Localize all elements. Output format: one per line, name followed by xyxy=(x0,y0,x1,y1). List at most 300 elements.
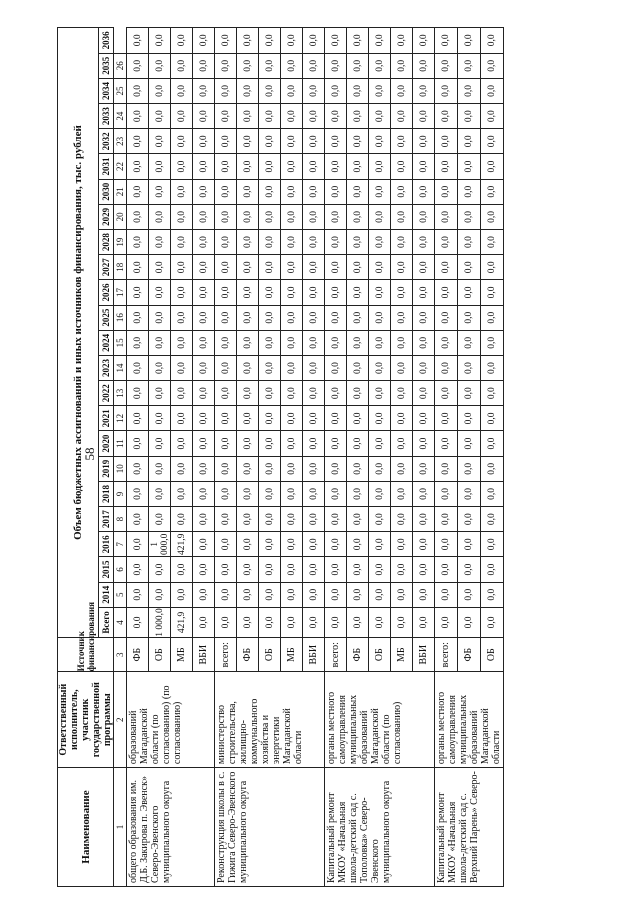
value-cell: 0,0 xyxy=(171,582,193,607)
value-cell: 0,0 xyxy=(215,557,237,582)
value-cell: 0,0 xyxy=(413,381,435,406)
value-cell: 0,0 xyxy=(127,230,149,255)
source-cell: ОБ xyxy=(149,638,171,672)
value-cell: 0,0 xyxy=(435,28,458,54)
value-cell: 0,0 xyxy=(149,355,171,380)
year-header: 2020 xyxy=(99,431,114,456)
value-cell: 0,0 xyxy=(237,406,259,431)
value-cell: 0,0 xyxy=(259,330,281,355)
value-cell: 0,0 xyxy=(481,330,504,355)
value-cell: 0,0 xyxy=(281,104,303,129)
column-number: 19 xyxy=(114,230,127,255)
value-cell: 0,0 xyxy=(127,28,149,54)
year-header: 2030 xyxy=(99,179,114,204)
value-cell: 0,0 xyxy=(215,28,237,54)
value-cell: 0,0 xyxy=(149,381,171,406)
value-cell: 0,0 xyxy=(303,381,325,406)
value-cell: 0,0 xyxy=(325,381,347,406)
year-header: 2027 xyxy=(99,255,114,280)
value-cell: 0,0 xyxy=(413,406,435,431)
value-cell: 0,0 xyxy=(303,104,325,129)
value-cell: 0,0 xyxy=(435,204,458,229)
value-cell: 0,0 xyxy=(369,381,391,406)
value-cell: 0,0 xyxy=(171,456,193,481)
value-cell: 0,0 xyxy=(369,532,391,557)
column-number: 26 xyxy=(114,53,127,78)
page-number: 58 xyxy=(82,447,97,461)
value-cell: 0,0 xyxy=(347,154,369,179)
value-cell: 0,0 xyxy=(481,532,504,557)
value-cell: 0,0 xyxy=(325,255,347,280)
column-number: 17 xyxy=(114,280,127,305)
source-cell: ФБ xyxy=(347,638,369,672)
value-cell: 0,0 xyxy=(391,406,413,431)
value-cell: 0,0 xyxy=(481,280,504,305)
rotated-table-wrapper xyxy=(57,27,577,887)
value-cell: 0,0 xyxy=(325,179,347,204)
value-cell: 0,0 xyxy=(171,431,193,456)
value-cell: 0,0 xyxy=(325,53,347,78)
value-cell: 0,0 xyxy=(127,179,149,204)
value-cell: 0,0 xyxy=(237,255,259,280)
value-cell: 0,0 xyxy=(149,104,171,129)
value-cell: 0,0 xyxy=(391,255,413,280)
table-row xyxy=(215,28,237,887)
value-cell: 0,0 xyxy=(391,355,413,380)
column-number: 22 xyxy=(114,154,127,179)
value-cell: 0,0 xyxy=(149,481,171,506)
value-cell: 0,0 xyxy=(237,507,259,532)
value-cell: 0,0 xyxy=(303,204,325,229)
value-cell: 0,0 xyxy=(347,456,369,481)
value-cell: 0,0 xyxy=(391,381,413,406)
value-cell: 0,0 xyxy=(458,532,481,557)
value-cell: 0,0 xyxy=(193,230,215,255)
value-cell: 0,0 xyxy=(435,532,458,557)
value-cell: 0,0 xyxy=(481,557,504,582)
value-cell: 0,0 xyxy=(391,280,413,305)
column-number: 1 xyxy=(114,768,127,887)
value-cell: 0,0 xyxy=(347,78,369,103)
column-number: 4 xyxy=(114,607,127,637)
value-cell: 0,0 xyxy=(171,481,193,506)
value-cell: 0,0 xyxy=(347,255,369,280)
value-cell: 0,0 xyxy=(193,305,215,330)
value-cell: 0,0 xyxy=(237,28,259,54)
value-cell: 0,0 xyxy=(369,28,391,54)
value-cell: 0,0 xyxy=(325,456,347,481)
year-header: 2024 xyxy=(99,330,114,355)
value-cell: 0,0 xyxy=(481,507,504,532)
value-cell: 0,0 xyxy=(171,78,193,103)
total-cell: 0,0 xyxy=(281,607,303,637)
row-executor: образований Магаданской области (по согласованию) (по согласованию) xyxy=(127,672,215,768)
value-cell: 0,0 xyxy=(413,557,435,582)
value-cell: 0,0 xyxy=(369,557,391,582)
value-cell: 0,0 xyxy=(435,104,458,129)
value-cell: 0,0 xyxy=(215,104,237,129)
value-cell: 0,0 xyxy=(435,481,458,506)
value-cell: 0,0 xyxy=(281,381,303,406)
value-cell: 0,0 xyxy=(435,53,458,78)
value-cell: 0,0 xyxy=(171,154,193,179)
value-cell: 0,0 xyxy=(481,381,504,406)
value-cell: 0,0 xyxy=(458,179,481,204)
value-cell: 0,0 xyxy=(149,53,171,78)
value-cell: 0,0 xyxy=(171,330,193,355)
value-cell: 0,0 xyxy=(347,230,369,255)
value-cell: 0,0 xyxy=(281,431,303,456)
value-cell: 0,0 xyxy=(259,28,281,54)
value-cell: 0,0 xyxy=(369,456,391,481)
value-cell: 0,0 xyxy=(458,280,481,305)
value-cell: 0,0 xyxy=(391,507,413,532)
value-cell: 0,0 xyxy=(237,154,259,179)
value-cell: 0,0 xyxy=(259,456,281,481)
value-cell: 0,0 xyxy=(481,154,504,179)
value-cell: 0,0 xyxy=(171,28,193,54)
value-cell: 0,0 xyxy=(391,179,413,204)
value-cell: 0,0 xyxy=(391,481,413,506)
year-header: 2023 xyxy=(99,355,114,380)
value-cell: 0,0 xyxy=(458,154,481,179)
value-cell: 0,0 xyxy=(458,381,481,406)
value-cell: 0,0 xyxy=(127,255,149,280)
value-cell: 0,0 xyxy=(413,431,435,456)
value-cell: 0,0 xyxy=(193,104,215,129)
value-cell: 0,0 xyxy=(481,255,504,280)
value-cell: 0,0 xyxy=(413,255,435,280)
value-cell: 0,0 xyxy=(369,330,391,355)
value-cell: 0,0 xyxy=(303,53,325,78)
value-cell: 0,0 xyxy=(193,78,215,103)
column-number: 18 xyxy=(114,255,127,280)
value-cell: 0,0 xyxy=(281,204,303,229)
value-cell: 0,0 xyxy=(259,78,281,103)
value-cell: 0,0 xyxy=(281,456,303,481)
column-number-row xyxy=(114,28,127,887)
value-cell: 0,0 xyxy=(369,406,391,431)
source-cell: ФБ xyxy=(458,638,481,672)
value-cell: 0,0 xyxy=(127,305,149,330)
value-cell: 0,0 xyxy=(281,255,303,280)
value-cell: 0,0 xyxy=(347,582,369,607)
source-cell: ОБ xyxy=(259,638,281,672)
value-cell: 0,0 xyxy=(435,431,458,456)
value-cell: 0,0 xyxy=(281,179,303,204)
header-executor: Ответственный исполнитель, участник государственной программы xyxy=(58,672,114,768)
total-cell: 0,0 xyxy=(481,607,504,637)
row-name: общего образования им. Д.Б. Закирова п. Эвенск» Северо-Эвенского муниципального округа xyxy=(127,768,215,887)
value-cell: 0,0 xyxy=(435,280,458,305)
value-cell: 0,0 xyxy=(171,230,193,255)
value-cell: 0,0 xyxy=(369,78,391,103)
value-cell: 0,0 xyxy=(458,456,481,481)
year-header: 2021 xyxy=(99,406,114,431)
value-cell: 0,0 xyxy=(127,557,149,582)
value-cell: 0,0 xyxy=(458,582,481,607)
year-header: 2035 xyxy=(99,53,114,78)
value-cell: 0,0 xyxy=(149,154,171,179)
value-cell: 0,0 xyxy=(435,129,458,154)
value-cell: 0,0 xyxy=(413,355,435,380)
value-cell: 0,0 xyxy=(303,355,325,380)
total-cell: 0,0 xyxy=(303,607,325,637)
value-cell: 0,0 xyxy=(347,104,369,129)
value-cell: 0,0 xyxy=(413,532,435,557)
value-cell: 0,0 xyxy=(347,204,369,229)
value-cell: 0,0 xyxy=(281,129,303,154)
value-cell: 0,0 xyxy=(458,355,481,380)
value-cell: 0,0 xyxy=(237,179,259,204)
value-cell: 0,0 xyxy=(391,330,413,355)
value-cell: 0,0 xyxy=(259,582,281,607)
value-cell: 0,0 xyxy=(481,53,504,78)
value-cell: 0,0 xyxy=(193,53,215,78)
value-cell: 0,0 xyxy=(149,456,171,481)
value-cell: 0,0 xyxy=(458,53,481,78)
total-cell: 0,0 xyxy=(458,607,481,637)
value-cell: 0,0 xyxy=(193,204,215,229)
value-cell: 0,0 xyxy=(369,129,391,154)
value-cell: 0,0 xyxy=(193,330,215,355)
value-cell: 0,0 xyxy=(171,355,193,380)
value-cell: 0,0 xyxy=(193,28,215,54)
value-cell: 0,0 xyxy=(347,330,369,355)
value-cell: 0,0 xyxy=(391,431,413,456)
value-cell: 0,0 xyxy=(171,255,193,280)
value-cell: 0,0 xyxy=(259,557,281,582)
value-cell: 0,0 xyxy=(127,481,149,506)
value-cell: 0,0 xyxy=(237,280,259,305)
value-cell: 0,0 xyxy=(193,431,215,456)
header-volume: Объем бюджетных ассигнований и иных источников финансирования, тыс. рублей xyxy=(58,28,99,638)
value-cell: 0,0 xyxy=(458,305,481,330)
source-cell: ВБИ xyxy=(193,638,215,672)
value-cell: 0,0 xyxy=(215,381,237,406)
value-cell: 0,0 xyxy=(215,78,237,103)
value-cell: 0,0 xyxy=(215,481,237,506)
value-cell: 0,0 xyxy=(303,230,325,255)
value-cell: 0,0 xyxy=(127,204,149,229)
value-cell: 0,0 xyxy=(171,305,193,330)
value-cell: 0,0 xyxy=(369,431,391,456)
value-cell: 0,0 xyxy=(259,532,281,557)
value-cell: 0,0 xyxy=(193,582,215,607)
value-cell: 0,0 xyxy=(303,28,325,54)
value-cell: 0,0 xyxy=(369,154,391,179)
value-cell: 0,0 xyxy=(303,255,325,280)
year-header: 2029 xyxy=(99,204,114,229)
source-cell: ФБ xyxy=(237,638,259,672)
value-cell: 0,0 xyxy=(369,582,391,607)
value-cell: 0,0 xyxy=(435,456,458,481)
value-cell: 0,0 xyxy=(127,78,149,103)
value-cell: 0,0 xyxy=(149,557,171,582)
source-cell: всего: xyxy=(215,638,237,672)
value-cell: 0,0 xyxy=(391,28,413,54)
column-number: 23 xyxy=(114,129,127,154)
value-cell: 0,0 xyxy=(369,53,391,78)
value-cell: 0,0 xyxy=(259,481,281,506)
value-cell: 0,0 xyxy=(413,507,435,532)
year-header: 2031 xyxy=(99,154,114,179)
table-row xyxy=(127,28,149,887)
column-number: 14 xyxy=(114,355,127,380)
value-cell: 0,0 xyxy=(391,532,413,557)
value-cell: 0,0 xyxy=(281,28,303,54)
value-cell: 0,0 xyxy=(481,456,504,481)
value-cell: 0,0 xyxy=(481,129,504,154)
value-cell: 0,0 xyxy=(303,431,325,456)
value-cell: 0,0 xyxy=(303,406,325,431)
value-cell: 0,0 xyxy=(259,179,281,204)
value-cell: 0,0 xyxy=(281,78,303,103)
value-cell: 0,0 xyxy=(281,406,303,431)
value-cell: 0,0 xyxy=(193,129,215,154)
value-cell: 0,0 xyxy=(435,330,458,355)
value-cell: 0,0 xyxy=(458,230,481,255)
source-cell: МБ xyxy=(281,638,303,672)
value-cell: 0,0 xyxy=(413,481,435,506)
value-cell: 0,0 xyxy=(149,129,171,154)
total-cell: 1 000,0 xyxy=(149,607,171,637)
value-cell: 0,0 xyxy=(458,104,481,129)
value-cell: 0,0 xyxy=(413,154,435,179)
value-cell: 0,0 xyxy=(325,582,347,607)
table-row xyxy=(325,28,347,887)
value-cell: 0,0 xyxy=(149,179,171,204)
value-cell: 0,0 xyxy=(215,230,237,255)
source-cell: всего: xyxy=(435,638,458,672)
value-cell: 0,0 xyxy=(215,507,237,532)
value-cell: 0,0 xyxy=(347,532,369,557)
value-cell: 0,0 xyxy=(237,557,259,582)
value-cell: 0,0 xyxy=(369,507,391,532)
value-cell: 421,9 xyxy=(171,532,193,557)
value-cell: 0,0 xyxy=(259,406,281,431)
value-cell: 0,0 xyxy=(391,53,413,78)
total-cell: 0,0 xyxy=(325,607,347,637)
value-cell: 0,0 xyxy=(237,104,259,129)
value-cell: 0,0 xyxy=(215,129,237,154)
value-cell: 0,0 xyxy=(413,330,435,355)
value-cell: 0,0 xyxy=(215,179,237,204)
value-cell: 0,0 xyxy=(237,78,259,103)
total-cell: 0,0 xyxy=(259,607,281,637)
value-cell: 0,0 xyxy=(303,481,325,506)
value-cell: 0,0 xyxy=(369,179,391,204)
value-cell: 0,0 xyxy=(435,78,458,103)
value-cell: 0,0 xyxy=(435,381,458,406)
value-cell: 0,0 xyxy=(281,507,303,532)
value-cell: 0,0 xyxy=(325,557,347,582)
column-number: 5 xyxy=(114,582,127,607)
total-cell: 0,0 xyxy=(193,607,215,637)
value-cell: 0,0 xyxy=(193,355,215,380)
value-cell: 0,0 xyxy=(347,507,369,532)
value-cell: 0,0 xyxy=(391,557,413,582)
value-cell: 0,0 xyxy=(325,204,347,229)
value-cell: 0,0 xyxy=(259,204,281,229)
value-cell: 0,0 xyxy=(149,330,171,355)
value-cell: 0,0 xyxy=(193,406,215,431)
value-cell: 0,0 xyxy=(347,481,369,506)
total-cell: 0,0 xyxy=(237,607,259,637)
year-header: 2033 xyxy=(99,104,114,129)
value-cell: 0,0 xyxy=(259,53,281,78)
value-cell: 0,0 xyxy=(193,507,215,532)
year-header: 2017 xyxy=(99,507,114,532)
value-cell: 0,0 xyxy=(281,557,303,582)
source-cell: ОБ xyxy=(369,638,391,672)
financing-table xyxy=(57,27,504,887)
value-cell: 0,0 xyxy=(215,305,237,330)
value-cell: 0,0 xyxy=(171,280,193,305)
column-number: 12 xyxy=(114,406,127,431)
value-cell: 0,0 xyxy=(369,204,391,229)
value-cell: 0,0 xyxy=(193,456,215,481)
value-cell: 0,0 xyxy=(149,280,171,305)
value-cell: 0,0 xyxy=(391,78,413,103)
value-cell: 0,0 xyxy=(215,532,237,557)
value-cell: 0,0 xyxy=(215,255,237,280)
value-cell: 0,0 xyxy=(215,280,237,305)
value-cell: 0,0 xyxy=(237,456,259,481)
value-cell: 0,0 xyxy=(325,78,347,103)
value-cell: 0,0 xyxy=(391,104,413,129)
value-cell: 0,0 xyxy=(171,507,193,532)
value-cell: 0,0 xyxy=(215,204,237,229)
value-cell: 0,0 xyxy=(171,406,193,431)
column-number: 9 xyxy=(114,481,127,506)
value-cell: 0,0 xyxy=(215,456,237,481)
value-cell: 0,0 xyxy=(237,481,259,506)
value-cell: 0,0 xyxy=(481,230,504,255)
value-cell: 0,0 xyxy=(481,28,504,54)
value-cell: 0,0 xyxy=(281,355,303,380)
value-cell: 0,0 xyxy=(435,406,458,431)
value-cell: 0,0 xyxy=(325,431,347,456)
value-cell: 0,0 xyxy=(127,532,149,557)
value-cell: 0,0 xyxy=(481,204,504,229)
value-cell: 0,0 xyxy=(481,179,504,204)
column-number: 6 xyxy=(114,557,127,582)
value-cell: 0,0 xyxy=(325,28,347,54)
source-cell: всего: xyxy=(325,638,347,672)
value-cell: 0,0 xyxy=(237,204,259,229)
value-cell: 0,0 xyxy=(237,305,259,330)
value-cell: 0,0 xyxy=(369,481,391,506)
header-source: Источник финансирования xyxy=(58,638,114,672)
value-cell: 0,0 xyxy=(458,330,481,355)
value-cell: 0,0 xyxy=(149,204,171,229)
value-cell: 0,0 xyxy=(325,129,347,154)
year-header: 2034 xyxy=(99,78,114,103)
value-cell: 0,0 xyxy=(325,532,347,557)
value-cell: 0,0 xyxy=(435,255,458,280)
value-cell: 0,0 xyxy=(127,104,149,129)
value-cell: 0,0 xyxy=(435,154,458,179)
column-number: 21 xyxy=(114,179,127,204)
value-cell: 0,0 xyxy=(481,355,504,380)
value-cell: 0,0 xyxy=(303,557,325,582)
header-name: Наименование xyxy=(58,768,114,887)
year-header: 2022 xyxy=(99,381,114,406)
value-cell: 0,0 xyxy=(259,355,281,380)
year-header: 2016 xyxy=(99,532,114,557)
value-cell: 0,0 xyxy=(413,280,435,305)
